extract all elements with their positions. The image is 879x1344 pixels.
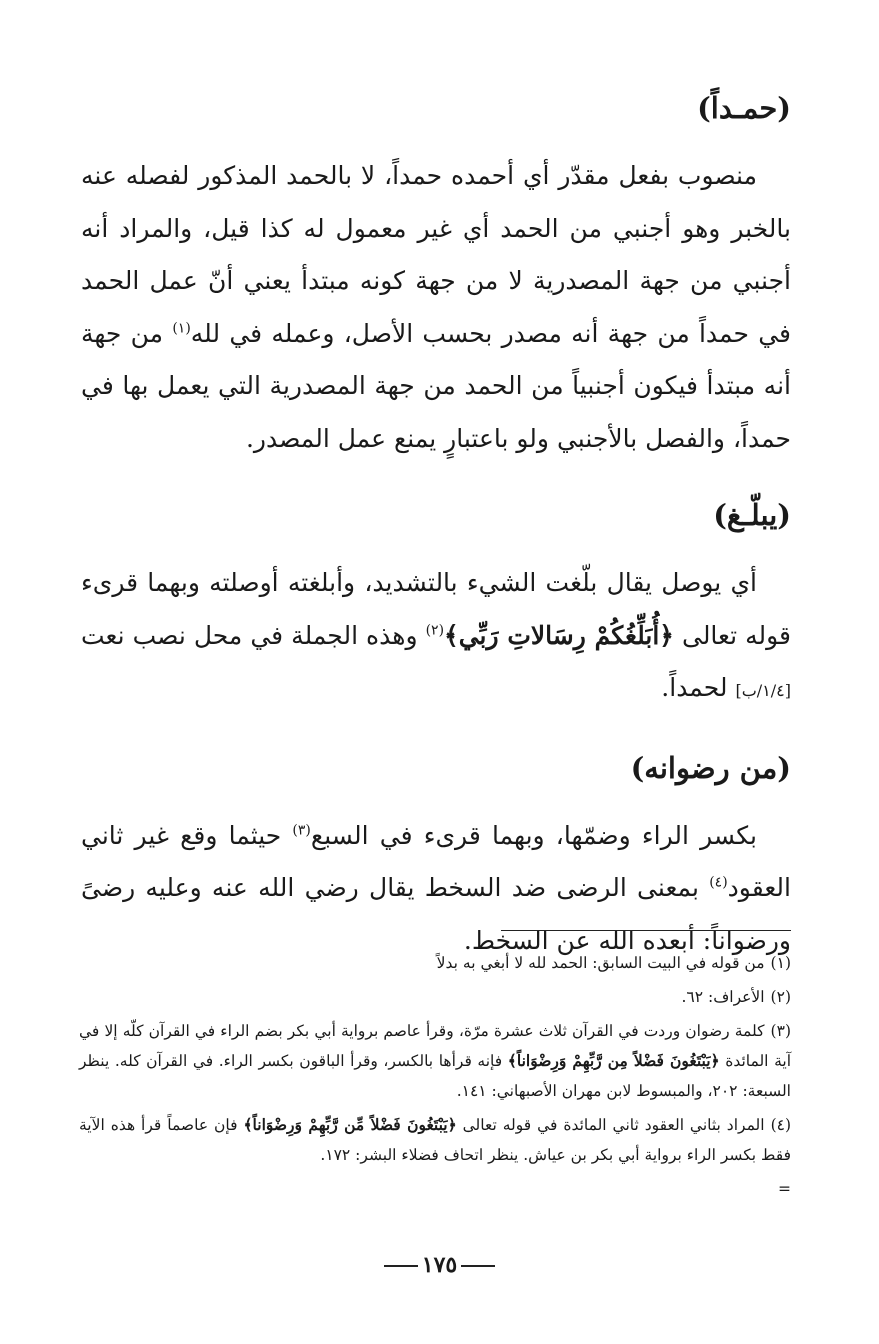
section-heading-yuballigh: (يبلّـغ) [713,498,791,532]
footnote-number: (٢) [770,988,791,1006]
page-number-dash [461,1265,495,1267]
footnote-text: كلمة رضوان وردت في القرآن ثلاث عشرة مرّة، وقرأ عاصم برواية أبي بكر بضم الراء في القرآن كلّه إلا في آية المائدة [79,1022,791,1070]
footnote-text: الأعراف: ٦٢. [681,988,765,1006]
footnotes [79,948,791,1204]
footnote-ref-2: (٢) [425,622,445,639]
main-text [81,80,791,967]
footnote-number: (١) [770,954,791,972]
footnote-3 [79,1016,791,1106]
footnote-4 [79,1110,791,1170]
section-heading-ridwanihi: (من رضوانه) [630,750,791,785]
body-text: حيثما وقع غير ثاني العقود [81,820,791,902]
footnote-number: (٣) [770,1022,791,1040]
section-body-hamdan [81,150,791,465]
section-body-yuballigh [81,557,791,718]
body-text: بمعنى الرضى ضد السخط يقال رضي الله عنه وعليه رضىً ورضواناً: أبعده الله عن السخط. [81,873,791,955]
section-body-ridwanihi [81,810,791,968]
footnote-text: فإن عاصماً قرأ هذه الآية فقط بكسر الراء برواية أبي بكر بن عياش. ينظر اتحاف فضلاء البشر: ١٧٢. [79,1116,791,1164]
body-text: منصوب بفعل مقدّر أي أحمده حمداً، لا بالحمد المذكور لفصله عنه بالخبر وهو أجنبي من الحمد أي غير معمول له كذا قيل، والمراد أنه أجنبي من جهة المصدرية لا من جهة كونه مبتدأ يعني أنّ عمل الحمد في حمداً من جهة أنه مصدر بحسب الأصل، وعمله في لله [81,161,791,348]
footnote-text: المراد بثاني العقود ثاني المائدة في قوله تعالى [456,1116,765,1134]
page-number-text: ١٧٥ [421,1252,458,1278]
body-text: من جهة أنه مبتدأ فيكون أجنبياً من الحمد من جهة المصدرية التي يعمل بها في حمداً، والفصل بالأجنبي ولو باعتبارٍ يمنع عمل المصدر. [81,318,791,453]
footnote-number: (٤) [770,1116,792,1134]
footnote-2 [79,982,791,1012]
quran-verse: ﴿يَبْتَغُونَ فَضْلاً مِّن رَّبِّهِمْ وَرِضْوَاناً﴾ [243,1115,457,1134]
quran-verse: ﴿أُبَلِّغُكُمْ رِسَالاتِ رَبِّي﴾ [444,620,674,650]
footnote-ref-4: (٤) [709,874,728,891]
manuscript-folio-marker: [١/٤/ب] [735,681,791,700]
body-text: أي يوصل يقال بلّغت الشيء بالتشديد، وأبلغته أوصلته وبهما قرىء قوله تعالى [81,568,792,650]
footnote-text: من قوله في البيت السابق: الحمد لله لا أبغي به بدلاً [436,954,765,972]
page-number-dash [384,1265,418,1267]
footnote-text: فإنه قرأها بالكسر، وقرأ الباقون بكسر الراء. في القرآن كله. ينظر السبعة: ٢٠٢، والمبسوط لابن مهران الأصبهاني: ١٤١. [79,1052,791,1100]
footnote-continuation-mark: = [778,1180,791,1198]
body-text: لحمداً. [661,673,736,702]
footnote-separator [501,930,791,931]
section-heading-hamdan: (حمـداً) [697,91,791,125]
footnote-ref-3: (٣) [292,822,311,839]
quran-verse: ﴿يَبْتَغُونَ فَضْلاً مِن رَّبِّهِمْ وَرِضْوَاناً﴾ [507,1051,720,1070]
page-number [0,1252,879,1278]
body-text: بكسر الراء وضمّها، وبهما قرىء في السبع [310,820,757,850]
footnote-ref-1: (١) [172,320,191,337]
body-text: وهذه الجملة في محل نصب نعت [81,620,426,650]
footnote-1 [79,948,791,978]
